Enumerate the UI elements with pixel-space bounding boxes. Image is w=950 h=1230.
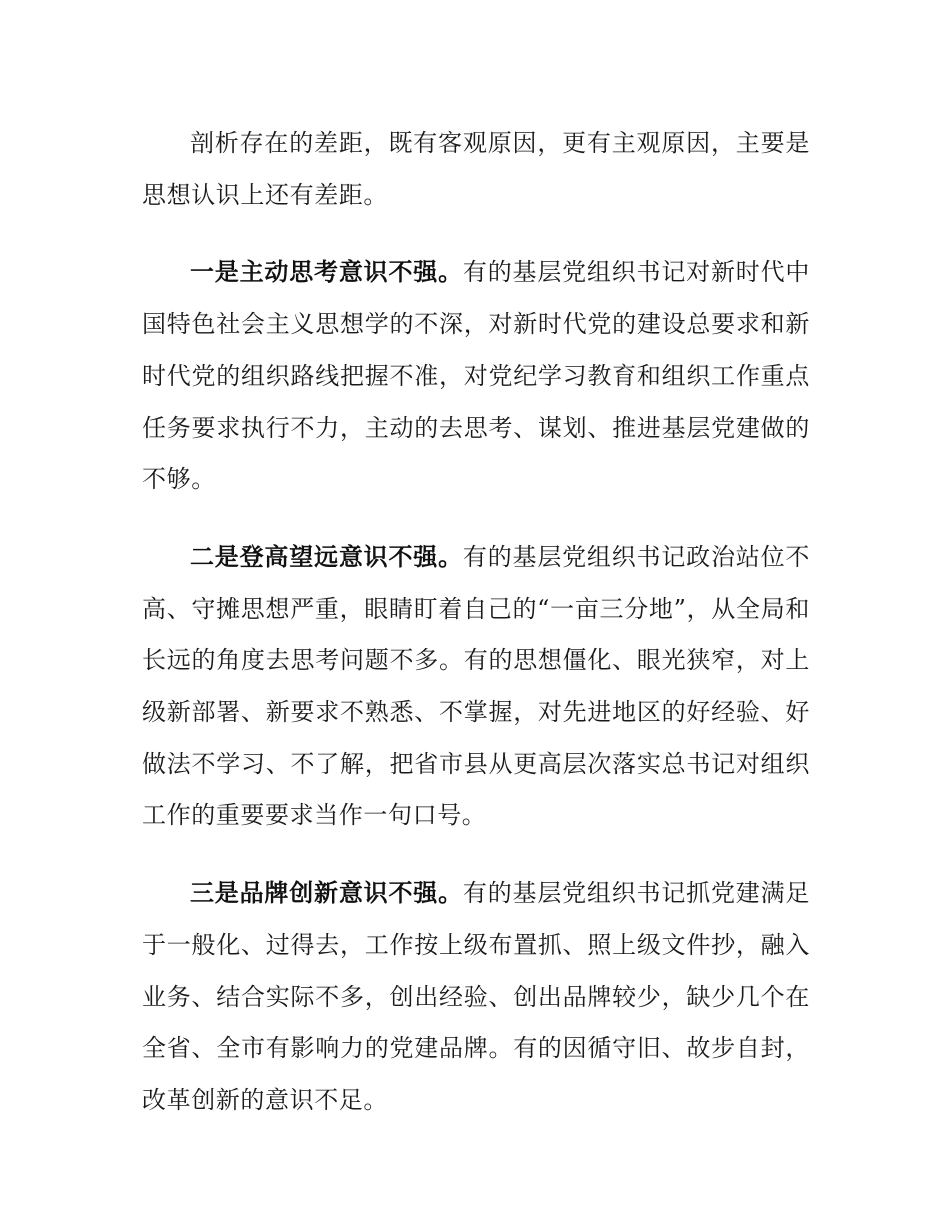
paragraph-point-one: [142, 247, 810, 506]
paragraph-heading: 三是品牌创新意识不强。: [190, 879, 463, 908]
paragraph-intro: [142, 118, 810, 221]
paragraph-text: 有的基层党组织书记抓党建满足于一般化、过得去，工作按上级布置抓、照上级文件抄，融入业务、结合实际不多，创出经验、创出品牌较少，缺少几个在全省、全市有影响力的党建品牌。有的因循守旧、故步自封，改革创新的意识不足。: [142, 879, 810, 1114]
paragraph-point-two: [142, 532, 810, 842]
paragraph-point-three: [142, 868, 810, 1127]
paragraph-text: 有的基层党组织书记政治站位不高、守摊思想严重，眼睛盯着自己的“一亩三分地”，从全局和长远的角度去思考问题不多。有的思想僵化、眼光狭窄，对上级新部署、新要求不熟悉、不掌握，对先进地区的好经验、好做法不学习、不了解，把省市县从更高层次落实总书记对组织工作的重要要求当作一句口号。: [142, 542, 810, 830]
paragraph-text: 有的基层党组织书记对新时代中国特色社会主义思想学的不深，对新时代党的建设总要求和新时代党的组织路线把握不准，对党纪学习教育和组织工作重点任务要求执行不力，主动的去思考、谋划、推进基层党建做的不够。: [142, 258, 810, 494]
document-body: [142, 118, 810, 1153]
paragraph-heading: 二是登高望远意识不强。: [190, 542, 463, 571]
paragraph-text: 剖析存在的差距，既有客观原因，更有主观原因，主要是思想认识上还有差距。: [142, 129, 810, 209]
paragraph-heading: 一是主动思考意识不强。: [190, 258, 463, 287]
